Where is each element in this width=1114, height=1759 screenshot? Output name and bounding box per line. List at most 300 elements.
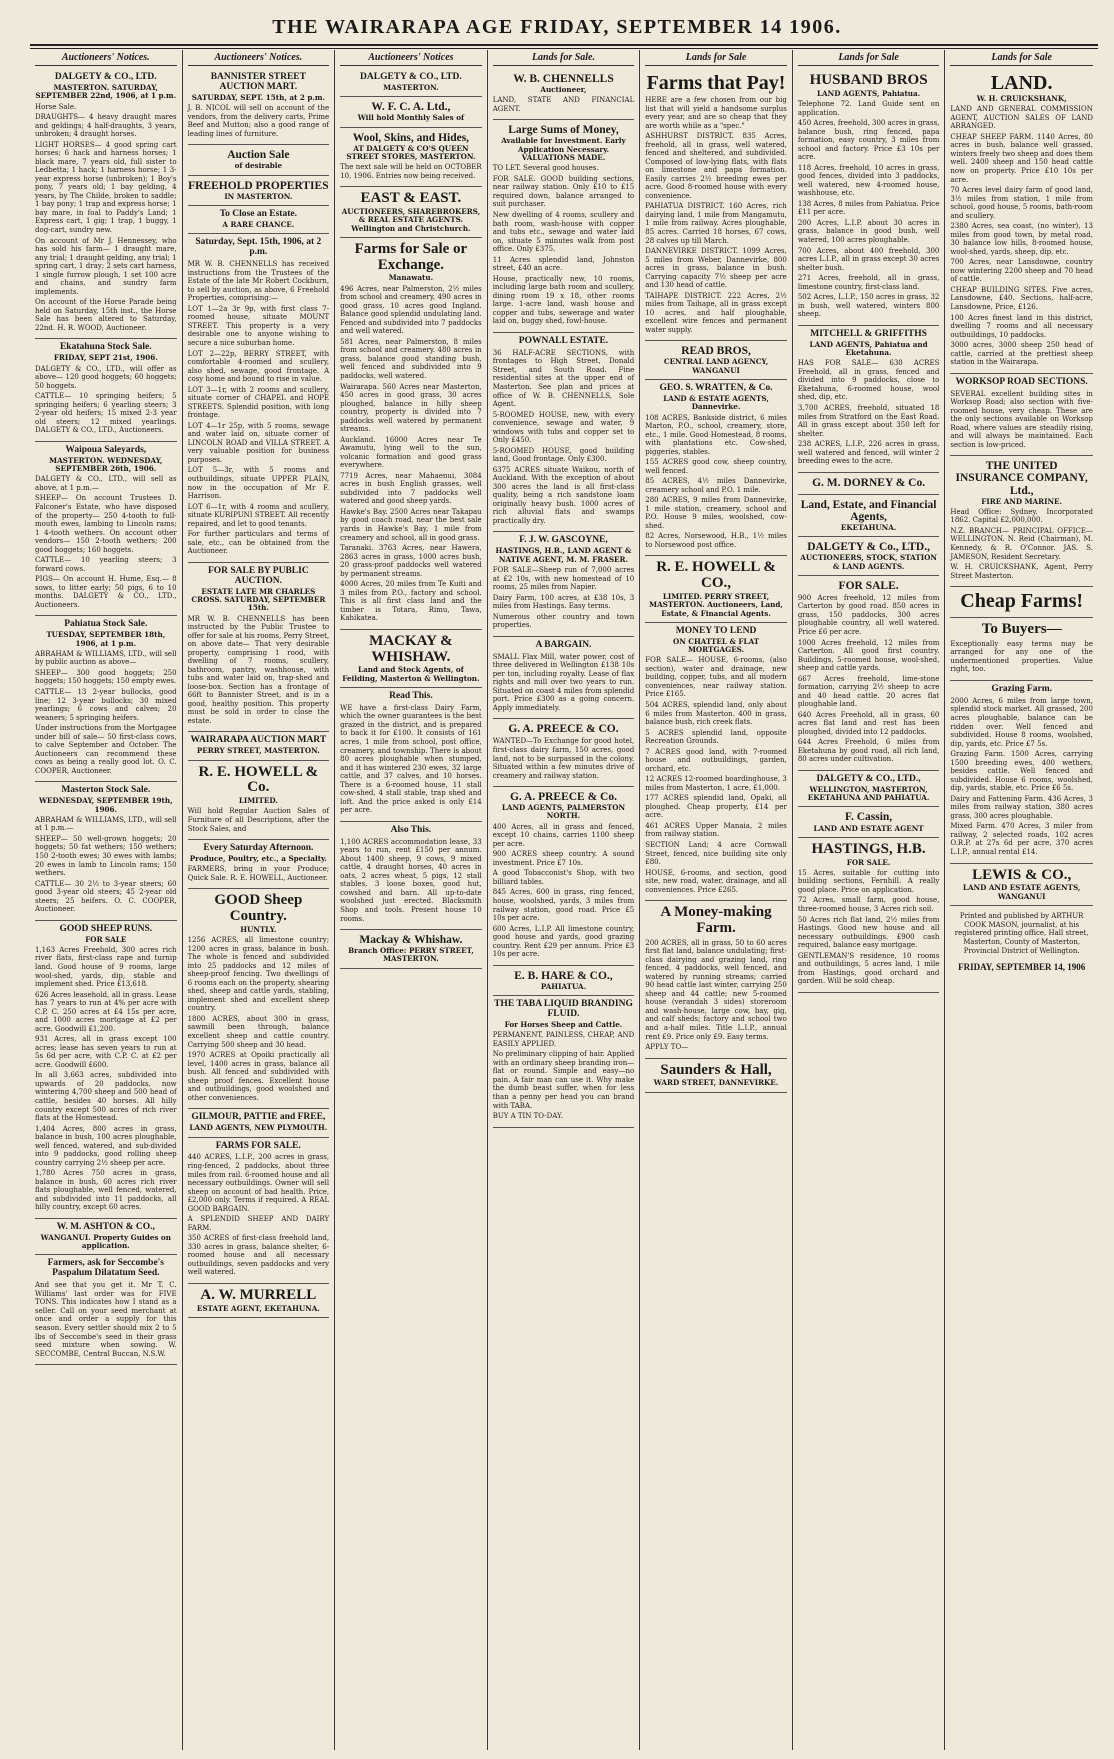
ad-paragraph: 931 Acres, all in grass except 100 acres; lease has seven years to run at 5s 6d per acre, with C.P. C. at £2 per acre. Goodwill £600.: [35, 1035, 177, 1069]
ad-paragraph: 1,163 Acres Freehold, 300 acres rich river flats, first-class rape and turnip land. Good house of 9 rooms, large wool-shed, yards, dip, stable and implement shed. Price £13,618.: [35, 945, 177, 989]
advertisement: [35, 442, 177, 617]
ad-title: HASTINGS, H.B.: [811, 840, 926, 857]
column-heading: Lands for Sale: [950, 52, 1093, 66]
advertisement: [798, 537, 940, 576]
ad-title: G. A. PREECE & Co.: [509, 791, 617, 804]
ad-paragraph: FOR SALE—Sheep run of 7,000 acres at £2 10s, with new homestead of 10 rooms, 25 miles from Napier.: [492, 566, 635, 592]
ad-title: DALGETY & CO., LTD.: [54, 72, 157, 82]
ad-paragraph: LOT 4—1r 25p, with 5 rooms, sewage and water laid on, situate corner of LINCOLN ROAD and VILLA STREET. A very valuable position for business purposes.: [187, 421, 330, 464]
ad-subtitle: Available for Investment. Early Application Necessary. VALUATIONS MADE.: [501, 136, 626, 163]
ad-paragraph: 1,780 Acres 750 acres in grass, balance in bush, 60 acres rich river flats ploughable, well fenced, watered, and subdivided into 11 paddocks, all hilly country, except 60 acres.: [35, 1169, 177, 1212]
ad-body: [188, 1153, 330, 1276]
ad-title: Pahiatua Stock Sale.: [64, 619, 148, 630]
ad-paragraph: 36 HALF-ACRE SECTIONS, with frontages to High Street, Donald Street, and South Road. Fine residential sites at the upper end of Masterton. See plan and prices at office of W. B. CHENNELLS, Sole Agent.: [492, 348, 635, 409]
ad-body: [798, 869, 940, 986]
ad-paragraph: Hawke's Bay. 2500 Acres near Takapau by good coach road, near the best sale yards in Hawke's Bay, 1 mile from creamery and school, all in good grass.: [340, 507, 482, 542]
advertisement: [798, 473, 940, 495]
advertisement: [340, 930, 482, 969]
ad-subtitle: MASTERTON. SATURDAY, SEPTEMBER 22nd, 1906, at 1 p.m.: [35, 82, 177, 101]
ad-subtitle: SATURDAY, SEPT. 15th, at 2 p.m.: [191, 92, 325, 102]
advertisement: [35, 1219, 177, 1256]
advertisement: [950, 864, 1093, 906]
ad-body: [798, 594, 940, 764]
ad-body: [798, 359, 940, 465]
ad-subtitle: Branch Office: PERRY STREET, MASTERTON.: [348, 946, 474, 964]
ad-paragraph: 504 ACRES, splendid land, only about 6 miles from Masterton. 400 in grass, balance bush, rich creek flats.: [645, 701, 787, 727]
column-heading: Lands for Sale.: [493, 52, 635, 66]
ad-paragraph: DALGETY & CO., LTD., will sell as above, at 1 p.m.—: [35, 475, 177, 492]
ad-subtitle: EKETAHUNA.: [840, 522, 897, 532]
ad-paragraph: 280 ACRES, 9 miles from Dannevirke, 1 mile station, creamery, school and P.O. House 9 miles, woolshed, cow-shed.: [645, 496, 787, 530]
ad-body: [35, 475, 177, 609]
ad-paragraph: CHEAP SHEEP FARM. 1140 Acres, 80 acres in bush, balance well grassed, winters freely two sheep and does them well. 2400 sheep and 150 head cattle now on property. Price £10 10s per acre.: [950, 132, 1093, 184]
ad-paragraph: LOT 3—1r, with 2 rooms and scullery, situate corner of CHAPEL and HOPE STREETS. Splendid position, with long frontage.: [187, 385, 330, 420]
ad-paragraph: 496 Acres, near Palmerston, 2½ miles from school and creamery, 490 acres in good grass, 10 acres good Ingland. Balance good splendid undulating land. Fenced and subdivided into 7 paddocks and well watered.: [340, 284, 482, 336]
ad-title: Masterton Stock Sale.: [61, 785, 151, 796]
ad-paragraph: For further particulars and terms of sale, etc., can be obtained from the Auctioneer.: [187, 530, 330, 556]
ad-title: DALGETY & CO., LTD.: [360, 72, 462, 82]
ad-body: [188, 104, 330, 138]
ad-title: DALGETY & CO., LTD.,: [816, 773, 921, 784]
advertisement: [798, 495, 940, 537]
ad-paragraph: 350 ACRES of first-class freehold land, 330 acres in grass, balance shelter, 6-roomed house and all necessary outbuildings, seven paddocks and very well watered.: [187, 1234, 330, 1277]
ad-paragraph: 5-ROOMED HOUSE, new, with every convenience, sewage and water, 9 windows with tubs and copper set to Only £450.: [492, 410, 635, 445]
ad-paragraph: 155 ACRES good cow, sheep country, well fenced.: [645, 458, 787, 475]
ad-title: A. W. MURRELL: [200, 1286, 317, 1303]
ad-subtitle: ESTATE AGENT, EKETAHUNA.: [196, 1303, 320, 1313]
ad-paragraph: 502 Acres, L.I.P., 150 acres in grass, 32 in bush, well watered, winters 800 sheep.: [797, 293, 940, 319]
advertisement: [950, 618, 1093, 681]
ad-body: [340, 285, 482, 623]
ad-body: [645, 96, 787, 334]
ad-body: [340, 704, 482, 815]
ad-title: Farms for Sale or Exchange.: [354, 240, 468, 273]
ad-paragraph: SHEEP— 50 well-grown hoggets; 20 hoggets; 50 fat wethers; 150 wethers; 150 2-tooth ewes; 30 ewes with lambs; 20 ewes in lamb to Lincoln rams; 150 wethers.: [35, 834, 177, 878]
column-heading: Auctioneers' Notices.: [35, 52, 177, 66]
advertisement: [35, 921, 177, 1219]
advertisement: [35, 616, 177, 782]
ad-title: BANNISTER STREET AUCTION MART.: [210, 72, 306, 92]
advertisement: [645, 69, 787, 341]
ad-body: [35, 946, 177, 1212]
ad-body: [493, 96, 635, 113]
ad-paragraph: 15 Acres, suitable for cutting into building sections, Fernhill. A really good place. Price on application.: [797, 868, 940, 894]
ad-title: R. E. HOWELL & Co.: [198, 763, 319, 796]
advertisement: [798, 838, 940, 993]
ad-title: MONEY TO LEND: [675, 625, 757, 636]
ad-subtitle: of desirable: [234, 161, 283, 171]
advertisement: [493, 719, 635, 787]
ad-paragraph: 400 Acres, all in grass and fenced, except 10 chains, carries 1100 sheep per acre.: [492, 822, 635, 848]
ad-subtitle: AUCTIONEERS, SHAREBROKERS, & REAL ESTATE AGENTS. Wellington and Christchurch.: [341, 207, 481, 233]
ad-paragraph: CATTLE— 10 yearling steers; 3 forward cows.: [35, 556, 177, 573]
ad-title: HUSBAND BROS: [809, 72, 928, 88]
ad-paragraph: 6375 ACRES situate Waikou, north of Auckland. With the exception of about 300 acres the land is all first-class quality, being a rich sandstone loam originally heavy bush. 1000 acres of rich alluvial flats and swamps practically dry.: [492, 465, 635, 525]
ad-paragraph: LOT 2—22p, BERRY STREET, with comfortable 4-roomed and scullery, also shed, sewage, good frontage. A cosy home and bound to rise in value.: [187, 349, 330, 384]
column-7: [945, 50, 1098, 1750]
ad-paragraph: LOT 6—1r, with 4 rooms and scullery, situate KURIPUNI STREET. All recently repaired, and let to good tenants.: [187, 502, 330, 528]
ad-paragraph: PERMANENT, PAINLESS, CHEAP, AND EASILY APPLIED.: [492, 1031, 635, 1048]
ad-paragraph: In all 3,663 acres, subdivided into upwards of 20 paddocks, now wintering 4,700 sheep and 500 head of cattle, besides 40 horses. All hilly country except 500 acres of rich river flats at the Homestead.: [35, 1071, 177, 1123]
ad-subtitle: PAHIATUA.: [540, 981, 587, 991]
ad-paragraph: DRAUGHTS— 4 heavy draught mares and geldings; 4 half-draughts, 3 years, unbroken; 4 draught horses.: [35, 113, 177, 139]
ad-subtitle: Produce, Poultry, etc., a Specialty.: [189, 854, 327, 864]
ad-paragraph: Taranaki. 3763 Acres, near Hawera, 2863 acres in grass, 1000 acres bush, 20 grass-proof paddocks well watered by permanent streams.: [340, 544, 482, 578]
ad-body: [645, 656, 787, 894]
ad-paragraph: 450 Acres, freehold, 300 acres in grass, balance bush, ring fenced, papa formation, easy country, 3 miles from school and factory. Price £3 10s per acre.: [797, 119, 940, 162]
ad-body: [950, 390, 1093, 450]
column-3: [335, 50, 488, 1750]
advertisement: [645, 623, 787, 901]
ad-paragraph: 177 ACRES splendid land, Opaki, all ploughed. Cheap property, £14 per acre.: [645, 794, 787, 820]
ad-paragraph: ABRAHAM & WILLIAMS, LTD., will sell at 1 p.m.—: [35, 815, 177, 833]
ad-subtitle: WELLINGTON, MASTERTON, EKETAHUNA AND PAHIATUA.: [807, 784, 930, 803]
ad-body: [188, 807, 330, 833]
advertisement: [188, 1284, 330, 1318]
ad-title: Cheap Farms!: [960, 590, 1084, 613]
ad-paragraph: 581 Acres, near Palmerston, 8 miles from school and creamery. 480 acres in grass, balance good standing bush, well fenced and subdivided into 9 paddocks, well watered.: [340, 337, 482, 380]
ad-subtitle: Land and Stock Agents, of Feilding, Masterton & Wellington.: [342, 665, 480, 683]
ad-subtitle: LAND AND ESTATE AGENT: [813, 823, 924, 833]
advertisement: [950, 69, 1093, 374]
ad-paragraph: Dairy and Fattening Farm. 436 Acres, 3 miles from railway station, 380 acres grass, 300 acres ploughable.: [950, 794, 1093, 820]
ad-subtitle: LAND AGENTS, Pahiatua.: [817, 88, 921, 98]
ad-body: [645, 414, 787, 550]
ad-body: [950, 640, 1093, 674]
ad-title: READ BROS,: [681, 345, 751, 358]
advertisement: [798, 69, 940, 326]
ad-title: GEO. S. WRATTEN, & Co.: [659, 382, 773, 393]
ad-subtitle: AUCTIONEERS, STOCK, STATION & LAND AGENTS.: [800, 553, 937, 571]
ad-paragraph: 2000 Acres, 6 miles from large town, splendid stock market. All grassed, 200 acres ploughable, balance can be ridden over. Well fenced and subdivided. House 8 rooms, woolshed, dip, yards, etc. Price £7 5s.: [950, 696, 1093, 748]
ad-paragraph: LAND, STATE AND FINANCIAL AGENT.: [492, 96, 635, 113]
ad-subtitle: LAND AGENTS, Pahiatua and Eketahuna.: [809, 339, 928, 358]
ad-subtitle: WANGANUI. Property Guides on application.: [40, 1232, 171, 1251]
advertisement: [493, 966, 635, 996]
ad-body: [35, 650, 177, 775]
advertisement: [340, 128, 482, 188]
ad-title: EAST & EAST.: [360, 190, 462, 207]
ad-paragraph: 118 Acres, freehold, 10 acres in grass, good fences, divided into 3 paddocks, well watered, new 4-roomed house, washhouse, etc.: [797, 163, 940, 198]
ad-title: Also This.: [390, 824, 432, 835]
ad-paragraph: Numerous other country and town properties.: [492, 612, 635, 630]
ad-title: Land, Estate, and Financial Agents,: [800, 498, 937, 523]
ad-subtitle: FOR SALE.: [846, 857, 891, 867]
ad-paragraph: 70 Acres level dairy farm of good land, 3½ miles from station, 1 mile from school, good house, 5 rooms, bath-room and scullery.: [950, 186, 1093, 220]
ad-title: Mackay & Whishaw.: [359, 934, 463, 947]
ad-title: Large Sums of Money,: [508, 124, 619, 137]
ad-paragraph: 1,404 Acres, 800 acres in grass, balance in bush, 100 acres ploughable, well fenced, watered, and sub-divided into 9 paddocks, good rolling sheep country carrying 2½ sheep per acre.: [35, 1124, 177, 1167]
ad-subtitle: FOR SALE: [85, 934, 127, 944]
ad-subtitle: LIMITED.: [238, 796, 278, 806]
ad-title: G. M. DORNEY & Co.: [812, 476, 926, 489]
ad-title: Ekatahuna Stock Sale.: [59, 342, 152, 353]
ad-paragraph: FOR SALE— HOUSE, 6-rooms, (also section), water and drainage, new building, copper, tubs, and all modern conveniences, near railway station. Price £165.: [645, 656, 787, 699]
ad-paragraph: The next sale will be held on OCTOBER 10, 1906. Entries now being received.: [340, 163, 482, 180]
column-heading: Auctioneers' Notices: [340, 52, 482, 66]
ad-title: FREEHOLD PROPERTIES: [188, 179, 329, 192]
ad-body: [950, 105, 1093, 366]
ad-body: [493, 653, 635, 713]
advertisement: [493, 787, 635, 966]
ad-title: THE UNITED INSURANCE COMPANY, Ltd.,: [955, 460, 1088, 497]
ad-title: Grazing Farm.: [991, 683, 1052, 694]
ad-title: W. F. C. A. Ltd.,: [371, 101, 451, 114]
ad-paragraph: 3,700 ACRES, freehold, situated 18 miles from Stratford on the East Road. All in grass except about 350 left for shelter.: [797, 403, 940, 438]
ad-paragraph: FOR SALE. GOOD building sections, near railway station. Only £10 to £15 required down, balance arranged to suit purchaser.: [492, 174, 635, 209]
columns-container: [30, 50, 1098, 1750]
advertisement: [35, 1255, 177, 1365]
ad-paragraph: 50 Acres rich flat land, 2½ miles from Hastings. Good new house and all necessary outbuildings. £900 cash required, balance easy mortgage.: [797, 915, 940, 950]
ad-paragraph: SMALL Flax Mill, water power, cost of three delivered in Wellington £138 10s per ton, including royalty. Lease of flax rights and mill over two years to run. Situated on coast 4 miles from splendid port. Price £300 as a going concern. Apply immediately.: [492, 652, 635, 712]
ad-subtitle: A RARE CHANCE.: [222, 220, 295, 229]
ad-title: LEWIS & CO.,: [972, 866, 1072, 883]
advertisement: [493, 637, 635, 720]
ad-body: [188, 936, 330, 1102]
ad-subtitle: Auctioneer,: [540, 85, 587, 95]
ad-title: FARMS FOR SALE.: [215, 1140, 301, 1151]
ad-paragraph: N.Z. BRANCH— PRINCIPAL OFFICE—WELLINGTON. N. Reid (Chairman), M. Kennedy, & R. O'Connor. JAS. S. JAMESON, Resident Secretary.: [950, 526, 1093, 561]
advertisement: [188, 732, 330, 760]
ad-paragraph: 900 Acres freehold, 12 miles from Carterton by good road. 850 acres in grass, 150 paddocks, 300 acres ploughable country, all well watered. Price £6 per acre.: [797, 593, 940, 636]
ad-body: [798, 100, 940, 319]
ad-paragraph: 85 ACRES, 4½ miles Dannevirke, creamery school and P.O. 1 mile.: [645, 477, 787, 494]
ad-paragraph: CATTLE— 13 2-year bullocks, good line; 12 3-year bullocks; 30 mixed yearlings; 6 cows and calves; 20 weaners; 5 springing heifers.: [35, 688, 177, 722]
ad-body: [188, 865, 330, 882]
ad-paragraph: 72 Acres, small farm, good house, three-roomed house, 3 Acres rich soil.: [797, 896, 940, 913]
ad-title: W. M. ASHTON & CO.,: [56, 1221, 155, 1232]
ad-paragraph: J. B. NICOL will sell on account of the vendors, from the delivery carts, Prime Beef and Mutton; also a good range of leading lines of furniture.: [187, 104, 330, 138]
ad-paragraph: Wairarapa. 560 Acres near Masterton, 450 acres in good grass, 30 acres ploughed, balance in hilly sheep country, property is divided into 7 paddocks well watered by permanent streams.: [340, 382, 482, 434]
advertisement: [798, 576, 940, 771]
ad-paragraph: SEVERAL excellent building sites in Worksop Road; also section with five-roomed house, very cheap. These are the only sections available on Worksop Road, where values are steadily rising, and will always be maintained. Each section is low-priced.: [950, 389, 1093, 449]
advertisement: [340, 822, 482, 930]
ad-title: WORKSOP ROAD SECTIONS.: [955, 376, 1088, 387]
ad-paragraph: APPLY TO—: [645, 1043, 689, 1052]
ad-title: Every Saturday Afternoon.: [203, 843, 314, 854]
ad-paragraph: On account of the Horse Parade being held on Saturday, 15th inst., the Horse Sale has been altered to Saturday, 22nd. H. R. WOOD, Auctioneer.: [35, 298, 177, 332]
ad-paragraph: Will hold Regular Auction Sales of Furniture of all Descriptions, after the Stock Sales, and: [187, 807, 330, 833]
ad-paragraph: 5 ACRES splendid land, opposite Recreation Grounds.: [645, 728, 787, 746]
advertisement: [340, 238, 482, 630]
advertisement: [188, 1109, 330, 1137]
ad-paragraph: TAIHAPE DISTRICT. 222 Acres, 2½ miles from Taihape, all in grass except 10 acres, and half ploughable, excellent wire fences and permanent water supply.: [645, 291, 787, 334]
ad-paragraph: 626 Acres leasehold, all in grass. Lease has 7 years to run at 4% per acre with C.P. C. 250 acres at £4 15s per acre, and 1000 acres mortgage at £2 per acre. Goodwill £1,200.: [35, 990, 177, 1033]
column-heading: Auctioneers' Notices.: [188, 52, 330, 66]
ad-subtitle: Will hold Monthly Sales of: [357, 113, 465, 123]
masthead: THE WAIRARAPA AGE FRIDAY, SEPTEMBER 14 1906.: [272, 16, 842, 38]
ad-title: DALGETY & Co., LTD.,: [807, 541, 930, 554]
ad-subtitle: CENTRAL LAND AGENCY, WANGANUI: [663, 357, 769, 375]
ad-paragraph: ASHHURST DISTRICT. 835 Acres, freehold, all in grass, well watered, fenced and sheltered, and subdivided. Composed of low-lying flats, with flats on limestone and papa formation. Easily carries 2½ breeding ewes per acre. Good 8-roomed house with every convenience.: [645, 132, 787, 200]
ad-subtitle: WEDNESDAY, SEPTEMBER 19th, 1906.: [38, 796, 173, 814]
masthead-rule-thin: [30, 48, 1098, 49]
ad-title: MITCHELL & GRIFFITHS: [810, 328, 927, 339]
ad-title: To Close an Estate.: [219, 209, 297, 220]
ad-paragraph: PIGS— On account H. Hume, Esq.— 8 sows, to litter early; 50 pigs, 6 to 10 months. DALGETY & CO., LTD., Auctioneers.: [35, 575, 177, 609]
ad-paragraph: 640 Acres Freehold, all in grass, 60 acres flat land and rest has been ploughed, divided into 12 paddocks.: [797, 710, 940, 736]
advertisement: [950, 681, 1093, 864]
ad-title: GILMOUR, PATTIE and FREE,: [191, 1112, 326, 1123]
ad-title: Farmers, ask for Seccombe's Paspalum Dilatatum Seed.: [47, 1258, 164, 1279]
advertisement: [188, 69, 330, 145]
ad-paragraph: New dwelling of 4 rooms, scullery and bath room, wash-house with copper and tubs etc., sewage and water laid on, situate 5 minutes walk from post office. Only £375.: [492, 210, 635, 254]
ad-paragraph: 667 Acres freehold, lime-stone formation, carrying 2½ sheep to acre and 40 head cattle. 20 acres flat ploughable land.: [797, 674, 940, 709]
ad-paragraph: 1800 ACRES, about 300 in grass, sawmill been through, balance excellent sheep and cattle country. Carrying 500 sheep and 30 head.: [187, 1014, 330, 1049]
ad-title: FOR SALE.: [838, 579, 899, 592]
ad-paragraph: W. H. CRUICKSHANK, Agent, Perry Street Masterton.: [950, 563, 1093, 580]
ad-paragraph: Exceptionally easy terms may be arranged for any one of the undermentioned properties. Value right, too.: [950, 639, 1093, 674]
ad-title: THE TABA LIQUID BRANDING FLUID.: [494, 999, 633, 1020]
advertisement: [493, 996, 635, 1128]
ad-body: [493, 737, 635, 780]
ad-paragraph: Under instructions from the Mortgagee under bill of sale— 50 first-class cows, to calve September and October. The Auctioneers can recommend these cows as being a really good lot. O. C. COOPER, Auctioneer.: [35, 724, 177, 775]
masthead-rule: [30, 44, 1098, 46]
ad-paragraph: 3000 acres, 3000 sheep 250 head of cattle, carried at the prettiest sheep station in the Wairarapa.: [950, 341, 1093, 367]
ad-paragraph: DANNEVIRKE DISTRICT. 1099 Acres, 5 miles from Weber, Dannevirke, 800 acres in grass, balance in bush. Carrying capacity 7½ sheep per acre and 130 head of cattle.: [645, 247, 787, 290]
advertisement: [188, 761, 330, 840]
ad-paragraph: LOT 1—2a 3r 9p, with first class 7-roomed house, situate MOUNT STREET. This property is a very desirable one to anyone wishing to secure a nice suburban home.: [187, 304, 330, 347]
ad-subtitle: LAND AGENTS, NEW PLYMOUTH.: [189, 1123, 328, 1133]
ad-paragraph: MR W. B. CHENNELLS has received instructions from the Trustees of the Estate of the late Mr Robert Cockburn, to sell by auction, as above, 6 Freehold Properties, comprising:—: [187, 260, 330, 303]
ad-body: [35, 365, 177, 435]
ad-title: A BARGAIN.: [535, 639, 592, 650]
ad-paragraph: 700 Acres, near Lansdowne, country now wintering 2200 sheep and 70 head of cattle.: [950, 258, 1093, 284]
ad-paragraph: 845 Acres, 600 in grass, ring fenced, house, woolshed, yards, 3 miles from railway station, good road. Price £5 10s per acre.: [492, 888, 635, 923]
ad-subtitle: Manawatu.: [388, 273, 434, 283]
ad-paragraph: Dairy Farm, 100 acres, at £38 10s, 3 miles from Hastings. Easy terms.: [492, 593, 635, 611]
ad-paragraph: 440 ACRES, L.I.P., 200 acres in grass, ring-fenced, 2 paddocks, about three miles from rail. 6-roomed house and all necessary outbuildings. Owner will sell sheep on account of bad health. Price, £2,000 only. Terms if required. A REAL GOOD BARGAIN.: [187, 1153, 330, 1213]
ad-paragraph: LIGHT HORSES— 4 good spring cart horses; 6 hack and harness horses; 1 black mare, 7 years old, full sister to Ledbetta; 1 hack; 1 harness horse; 1 3-year express horse (unbroken); 1 Boy's pony, 7 years old; 1 bay gelding, 4 years, by The Childe, broken to saddle; 1 bay pony; 1 trap and express horse; 1 bay mare, in foal to Paddy's Land; 1 Express cart, 1 gig; 1 trap, 1 buggy, 1 dog-cart, sundry new.: [35, 140, 177, 234]
ad-title: R. E. HOWELL & CO.,: [656, 559, 776, 592]
ad-subtitle: WARD STREET, DANNEVIRKE.: [653, 1078, 779, 1088]
advertisement: [493, 532, 635, 636]
ad-title: MACKAY & WHISHAW.: [369, 632, 453, 665]
ad-paragraph: BUY A TIN TO-DAY.: [492, 1112, 563, 1121]
ad-paragraph: 461 ACRES Upper Manaia, 2 miles from railway station.: [645, 821, 787, 839]
ad-paragraph: 108 ACRES, Bankside district, 6 miles Marton, P.O., school, creamery, store, etc., 1 mile. Good Homestead, 8 rooms, with plantations etc. Cow-shed, piggeries, stables.: [645, 413, 787, 456]
advertisement: [645, 380, 787, 557]
advertisement: [798, 771, 940, 808]
ad-title: GOOD Sheep Country.: [214, 892, 303, 925]
ad-subtitle: IN MASTERTON.: [224, 191, 293, 201]
ad-title: POWNALL ESTATE.: [518, 335, 609, 346]
ad-subtitle: HUNTLY.: [240, 924, 277, 934]
ad-paragraph: 900 ACRES sheep country. A sound investment. Price £7 10s.: [492, 850, 635, 867]
ad-title: Saturday, Sept. 15th, 1906, at 2 p.m.: [195, 237, 322, 258]
ad-subtitle: AT DALGETY & CO'S QUEEN STREET STORES, MASTERTON.: [346, 143, 476, 161]
ad-subtitle: LAND AND ESTATE AGENTS, WANGANUI: [962, 883, 1081, 901]
ad-body: [35, 816, 177, 914]
column-2: [183, 50, 336, 1750]
ad-paragraph: HAS FOR SALE— 630 ACRES Freehold, all in grass, fenced and divided into 9 paddocks, close to Eketahuna, 6-roomed house, wool shed, dip, etc.: [797, 359, 940, 402]
ad-paragraph: CATTLE— 30 2½ to 3-year steers; 60 good 3-year old steers; 45 2-year old steers; 25 heifers. O. C. COOPER, Auctioneer.: [35, 879, 177, 914]
column-heading: Lands for Sale: [798, 52, 940, 66]
ad-title: Read This.: [389, 690, 433, 701]
ad-paragraph: 7 ACRES good land, with 7-roomed house and outbuildings, garden, orchard, etc.: [645, 747, 787, 773]
advertisement: [645, 341, 787, 380]
ad-body: [35, 1281, 177, 1358]
ad-subtitle: ESTATE LATE MR CHARLES CROSS. SATURDAY, SEPTEMBER 15th.: [191, 586, 326, 613]
ad-subtitle: FRIDAY, SEPT 21st, 1906.: [53, 353, 158, 363]
ad-subtitle: TUESDAY, SEPTEMBER 18th, 1906, at 1 p.m.: [46, 630, 166, 648]
ad-paragraph: 11 Acres splendid land, Johnston street, £40 an acre.: [492, 255, 635, 273]
ad-paragraph: WANTED—To Exchange for good hotel, first-class dairy farm, 150 acres, good land, not to be surpassed in the colony. Situated within a few minutes drive of creamery and railway station.: [492, 737, 635, 780]
advertisement: [188, 234, 330, 562]
ad-paragraph: TO LET. Several good houses.: [492, 164, 599, 173]
ad-body: [188, 615, 330, 726]
ad-subtitle: ON CHATTEL & FLAT MORTGAGES.: [672, 636, 760, 655]
ad-paragraph: 271 Acres, freehold, all in grass, limestone country, first-class land.: [797, 274, 940, 291]
ad-subtitle: For Horses Sheep and Cattle.: [504, 1020, 623, 1029]
ad-body: [340, 838, 482, 923]
ad-paragraph: SHEEP— On account Trustees D. Falconer's Estate, who have disposed of the property— 250 4-tooth to full-mouth ewes, lambing to Lincoln rams; 1 4-tooth wethers. On account other vendors— 150 2-tooth wethers; 200 good hoggets; 160 hoggets.: [35, 494, 177, 554]
advertisement: [340, 97, 482, 127]
ad-paragraph: Head Office: Sydney. Incorporated 1862. Capital £2,000,000.: [950, 507, 1093, 525]
ad-body: [493, 1031, 635, 1120]
ad-title: W. B. CHENNELLS: [513, 73, 614, 85]
ad-subtitle: MASTERTON. WEDNESDAY, SEPTEMBER 26th, 1906.: [49, 455, 163, 474]
ad-paragraph: 4000 Acres, 20 miles from Te Kuiti and 3 miles from P.O., factory and school. This is all first class land and the timber is Totara, Rimu, Tawa, Kahikatea.: [340, 580, 482, 623]
ad-paragraph: And see that you get it. Mr T. C. Williams' last order was for FIVE TONS. This indicates how I stand as a seller. Call on your seed merchant at once and order a supply for this season. Every settler should mix 2 to 5 lbs of Seccombe's seed in their grass seed mixture when sowing. W. SECCOMBE, Central Buccan, N.S.W.: [35, 1281, 177, 1358]
advertisement: [188, 563, 330, 733]
ad-paragraph: 600 Acres, L.I.P. All limestone country, good house and yards, good grazing country. Rent £29 per annum. Price £3 10s per acre.: [492, 924, 635, 959]
advertisement: [950, 374, 1093, 457]
advertisement: [340, 688, 482, 822]
advertisement: [35, 782, 177, 920]
ad-paragraph: A SPLENDID SHEEP AND DAIRY FARM.: [187, 1215, 330, 1232]
ad-paragraph: 1,100 ACRES accommodation lease, 33 years to run, rent £150 per annum. About 1400 sheep, 9 cows, 9 mixed cattle, 4 draught horses, 40 acres in oats, 2 acres wheat, 5 pigs, 12 stall stables, 3 loose boxes, good hut, cowshed and barn. All up-to-date woolshed just erected. Blacksmith Shop and tools. Present house 10 rooms.: [340, 837, 482, 923]
advertisement: [188, 840, 330, 889]
ad-paragraph: Mixed Farm. 470 Acres, 3 miler from railway, 2 selected roads, 102 acres O.R.P. at 27s 6d per acre, 370 acres L.I.P., annual rental £14.: [950, 822, 1093, 856]
advertisement: [188, 889, 330, 1109]
ad-paragraph: 2380 Acres, sea coast, (no winter), 13 miles from good town, by metal road, 30 balance low hills, 8-roomed house, wool-shed, yards, sheep, dip, etc.: [950, 222, 1093, 256]
ad-paragraph: ABRAHAM & WILLIAMS, LTD., will sell by public auction as above—: [35, 649, 177, 667]
ad-subtitle: LIMITED. PERRY STREET, MASTERTON. Auctioneers, Land, Estate, & Financial Agents.: [649, 591, 783, 618]
advertisement: [35, 339, 177, 442]
ad-paragraph: 238 ACRES, L.I.P., 226 acres in grass, well watered and fenced, will winter 2 breeding ewes to the acre.: [797, 440, 940, 466]
ad-paragraph: 1970 ACRES at Opoiki practically all level, 1400 acres in grass, balance all bush. All fenced and subdivided with sheep proof fences. Excellent house and outbuildings, good woolshed and other conveniences.: [187, 1051, 330, 1102]
ad-subtitle: LAND AGENTS, PALMERSTON NORTH.: [501, 803, 626, 821]
ad-paragraph: 1256 ACRES, all limestone country; 1200 acres in grass, balance in bush. The whole is fenced and subdivided into 25 paddocks and 12 miles of sheep-proof fencing. Two dwellings of 6 rooms each on the property, shearing shed, sheep and cattle yards, stabling, implement shed and excellent sheep country.: [187, 936, 330, 1013]
ad-paragraph: 82 Acres, Norsewood, H.B., 1½ miles to Norsewood post office.: [645, 532, 787, 549]
ad-paragraph: On account of Mr J. Hennessey, who has sold his farm— 1 draught mare, any trial; 1 draught gelding, any trial; 1 spring cart, 1 dray; 2 sets cart harness, 1 single furrow plough, 1 set 100 acre and chains, and sundry farm implements.: [35, 236, 177, 296]
ad-title: GOOD SHEEP RUNS.: [59, 923, 153, 934]
dateline: FRIDAY, SEPTEMBER 14, 1906: [958, 961, 1086, 972]
ad-paragraph: LOT 5—3r, with 5 rooms and outbuildings, situate UPPER PLAIN, now in the occupation of Mr F. Harrison.: [187, 466, 330, 501]
ad-paragraph: 5-ROOMED HOUSE, good building land, Good frontage. Only £300.: [492, 446, 635, 464]
ad-body: [493, 164, 635, 326]
ad-paragraph: 644 Acres Freehold, 6 miles from Eketahuna by good road, all rich land, 80 acres under cultivation.: [797, 738, 940, 764]
ad-subtitle: FIRE AND MARINE.: [981, 496, 1063, 506]
ad-body: [188, 260, 330, 556]
advertisement: [493, 120, 635, 332]
ad-paragraph: WE have a first-class Dairy Farm, which the owner guarantees is the best grazed in the district, and is prepared to back it for £100. It consists of 161 acres, 1 mile from school, post office, creamery, and township. There is about 80 acres ploughable when stumped, and it has wintered 230 ewes, 32 large cattle, and 37 calves, and 10 horses. There is a 6-roomed house, 11 stall cow-shed, 4 stall stable, trap shed and loft. And the price asked is only £14 per acre.: [340, 703, 482, 815]
advertisement: [950, 456, 1093, 587]
advertisement: [340, 187, 482, 238]
ad-title: To Buyers—: [981, 621, 1062, 638]
ad-title: Auction Sale: [227, 149, 290, 162]
advertisement: [798, 807, 940, 837]
ad-title: Saunders & Hall,: [660, 1061, 772, 1078]
ad-paragraph: Auckland. 16000 Acres near Te Awamutu, lying well to the sun, volcanic formation and good grass everywhere.: [340, 435, 482, 470]
ad-paragraph: 200 Acres, L.I.P. about 30 acres in grass, balance in good bush, well watered, 100 acres ploughable.: [797, 218, 940, 244]
ad-title: F. J. W. GASCOYNE,: [519, 535, 608, 546]
ad-title: Farms that Pay!: [646, 72, 786, 94]
ad-paragraph: FARMERS, bring in your Produce; Quick Sale. R. E. HOWELL, Auctioneer.: [187, 865, 330, 882]
ad-paragraph: House, practically new, 10 rooms, including large bath room and scullery, dining room 19 x 18, other rooms large. 1-acre land, wash house and copper and tubs, sewerage and water laid on, buggy shed, fowl-house.: [492, 274, 635, 326]
ad-title: LAND.: [990, 72, 1053, 94]
